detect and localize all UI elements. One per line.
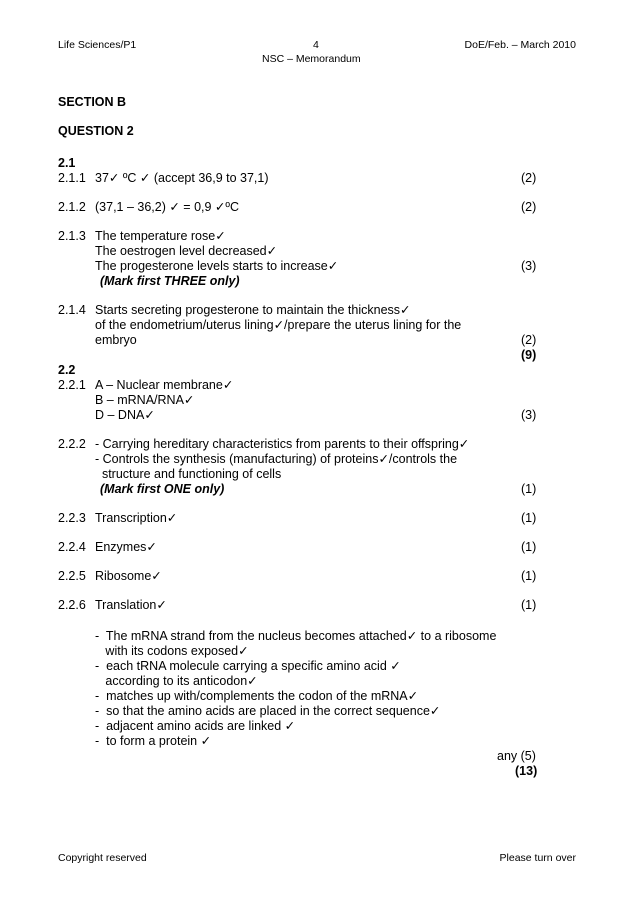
- answer-line: Starts secreting progesterone to maintain the thickness✓: [95, 303, 411, 317]
- question-number: 2.1.2: [58, 200, 86, 214]
- marks: (1): [521, 540, 537, 554]
- section-title: SECTION B: [58, 95, 127, 109]
- bullet-line: - each tRNA molecule carrying a specific amino acid ✓: [95, 659, 401, 673]
- bullet-line: - adjacent amino acids are linked ✓: [95, 719, 296, 733]
- marking-note: (Mark first ONE only): [100, 482, 225, 496]
- subtotal: (9): [521, 348, 537, 362]
- bullet-line: with its codons exposed✓: [95, 644, 249, 658]
- bullet-line: - to form a protein ✓: [95, 734, 212, 748]
- header-left: Life Sciences/P1: [58, 39, 137, 51]
- question-number: 2.2.6: [58, 598, 86, 612]
- answer-text: (37,1 – 36,2) ✓ = 0,9 ✓ºC: [95, 200, 239, 214]
- header-right: DoE/Feb. – March 2010: [464, 39, 576, 51]
- question-number: 2.2.4: [58, 540, 86, 554]
- marks: (1): [521, 569, 537, 583]
- subsection-heading-2-2: 2.2: [58, 363, 76, 377]
- bullet-line: - matches up with/complements the codon of the mRNA✓: [95, 689, 419, 703]
- bullet-line: - so that the amino acids are placed in the correct sequence✓: [95, 704, 441, 718]
- marks: (1): [521, 482, 537, 496]
- answer-text: Enzymes✓: [95, 540, 157, 554]
- page-number: 4: [313, 39, 319, 51]
- answer-line: - Carrying hereditary characteristics from parents to their offspring✓: [95, 437, 470, 451]
- answer-line: D – DNA✓: [95, 408, 155, 422]
- question-number: 2.1.3: [58, 229, 86, 243]
- header-subtitle: NSC – Memorandum: [262, 53, 361, 65]
- question-number: 2.2.5: [58, 569, 86, 583]
- answer-line: The temperature rose✓: [95, 229, 226, 243]
- marks: (2): [521, 200, 537, 214]
- subsection-heading-2-1: 2.1: [58, 156, 76, 170]
- question-number: 2.1.4: [58, 303, 86, 317]
- question-total: (13): [515, 764, 538, 778]
- question-number: 2.2.2: [58, 437, 86, 451]
- footer-left: Copyright reserved: [58, 852, 147, 864]
- bullet-line: according to its anticodon✓: [95, 674, 258, 688]
- answer-line: A – Nuclear membrane✓: [95, 378, 234, 392]
- marks: (3): [521, 408, 537, 422]
- question-number: 2.2.3: [58, 511, 86, 525]
- question-number: 2.2.1: [58, 378, 86, 392]
- question-title: QUESTION 2: [58, 124, 134, 138]
- marking-note: (Mark first THREE only): [100, 274, 240, 288]
- marks: (2): [521, 171, 537, 185]
- marks: (1): [521, 511, 537, 525]
- answer-text: Translation✓: [95, 598, 167, 612]
- answer-text: Ribosome✓: [95, 569, 162, 583]
- marks: (2): [521, 333, 537, 347]
- answer-line: The oestrogen level decreased✓: [95, 244, 278, 258]
- footer-right: Please turn over: [499, 852, 576, 864]
- answer-line: - Controls the synthesis (manufacturing) of proteins✓/controls the: [95, 452, 458, 466]
- any-marks: any (5): [497, 749, 536, 763]
- marks: (3): [521, 259, 537, 273]
- answer-text: Transcription✓: [95, 511, 178, 525]
- answer-line: structure and functioning of cells: [95, 467, 282, 481]
- answer-text: 37✓ ºC ✓ (accept 36,9 to 37,1): [95, 171, 269, 185]
- answer-line: B – mRNA/RNA✓: [95, 393, 195, 407]
- marks: (1): [521, 598, 537, 612]
- answer-line: embryo: [95, 333, 137, 347]
- answer-line: The progesterone levels starts to increase✓: [95, 259, 339, 273]
- question-number: 2.1.1: [58, 171, 86, 185]
- answer-line: of the endometrium/uterus lining✓/prepare the uterus lining for the: [95, 318, 462, 332]
- bullet-line: - The mRNA strand from the nucleus becomes attached✓ to a ribosome: [95, 629, 497, 643]
